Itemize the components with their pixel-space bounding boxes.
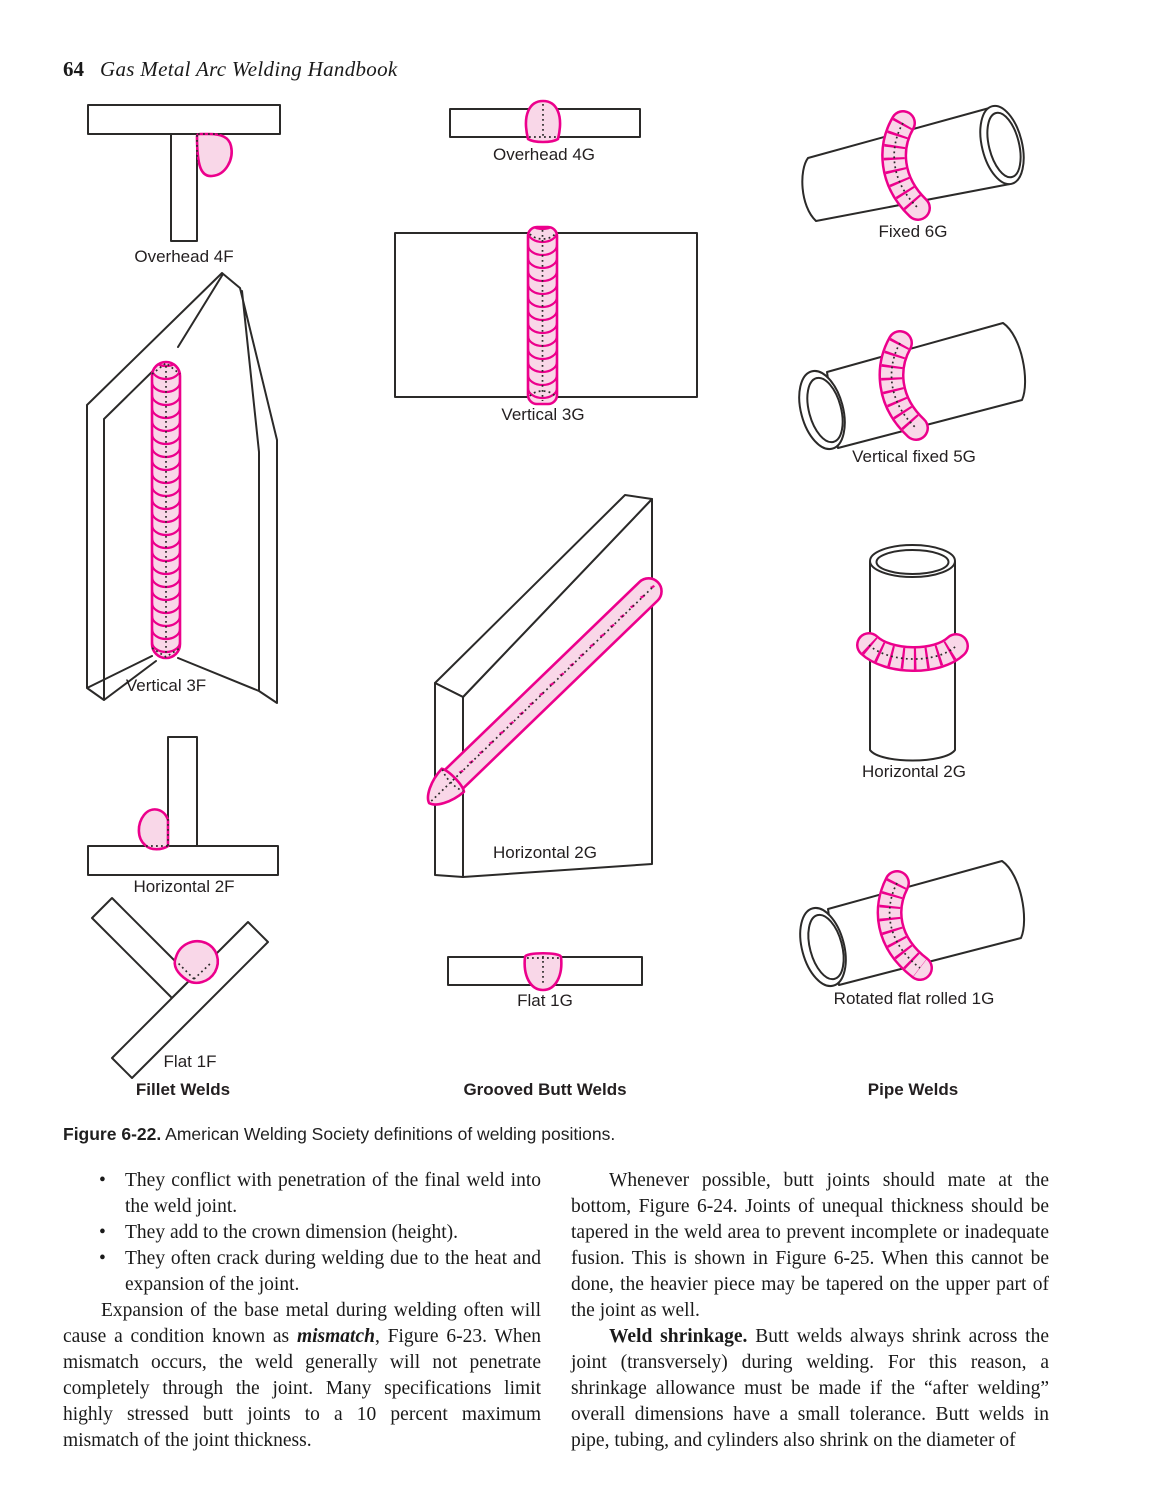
label-overhead-4g: Overhead 4G [492,145,596,164]
bullet-marker: • [99,1170,106,1191]
bullet-item [63,1168,541,1220]
diagram-overhead-4g [450,101,640,142]
column-header-fillet-welds: Fillet Welds [135,1080,231,1099]
diagram-vertical-fixed-5g [791,323,1025,454]
bullet-item [63,1246,541,1298]
body-column-left [63,1168,541,1454]
label-vertical-3f: Vertical 3F [125,676,207,695]
label-flat-1g: Flat 1G [517,991,573,1010]
bullet-marker: • [99,1222,106,1243]
book-title: Gas Metal Arc Welding Handbook [100,57,398,81]
diagram-overhead-4f [88,105,280,241]
label-horizontal-2g-pipe: Horizontal 2G [862,762,966,781]
mismatch-term: mismatch [296,1326,375,1347]
label-horizontal-2g-plate: Horizontal 2G [493,843,597,862]
paragraph-run: , Figure 6-23. When mismatch occurs, the weld generally will not penetrate completely through the joint. Many specifications limit highly stressed butt joints to a 10 percent maximum mismatch of the joint thickness. [63,1326,541,1451]
body-text [63,1168,1049,1454]
label-vertical-fixed-5g: Vertical fixed 5G [852,447,976,466]
weld-shrinkage-term: Weld shrinkage. [609,1326,748,1347]
paragraph-weld-shrinkage [571,1324,1049,1454]
label-horizontal-2f: Horizontal 2F [133,877,235,896]
column-header-pipe-welds: Pipe Welds [867,1080,959,1099]
diagram-rotated-flat-rolled-1g [792,861,1024,991]
body-column-right [571,1168,1049,1454]
bullet-item [63,1220,541,1246]
diagram-flat-1g [448,953,642,990]
diagram-horizontal-2f [88,737,278,875]
diagram-fixed-6g [802,101,1031,221]
diagram-vertical-3f [87,273,277,703]
page-number: 64 [63,57,84,81]
diagram-horizontal-2g-plate [418,495,669,877]
paragraph-mismatch [63,1298,541,1454]
bullet-marker: • [99,1248,106,1269]
paragraph-butt-joints: Whenever possible, butt joints should mate at the bottom, Figure 6-24. Joints of unequal thickness should be tapered in the weld area to prevent incomplete or inadequate fusion. This is shown in Figure 6-25. When this cannot be done, the heavier piece may be tapered on the upper part of the joint as well. [571,1170,1049,1321]
bullet-text: They conflict with penetration of the final weld into the weld joint. [125,1170,541,1217]
bullet-text: They add to the crown dimension (height). [125,1222,459,1243]
bullet-text: They often crack during welding due to the heat and expansion of the joint. [125,1248,541,1295]
column-header-grooved-butt-welds: Grooved Butt Welds [463,1080,627,1099]
figure-caption-text: American Welding Society definitions of welding positions. [165,1124,616,1144]
paragraph-run: Butt welds always shrink across the joint (transversely) during welding. For this reason, a shrinkage allowance must be made if the “after welding” overall dimensions have a small tolerance. Butt welds in pipe, tubing, and cylinders also shrink on the diameter of [571,1326,1049,1451]
label-overhead-4f: Overhead 4F [134,247,234,266]
label-rotated-flat-rolled-1g: Rotated flat rolled 1G [833,989,995,1008]
diagram-horizontal-2g-pipe [869,545,956,761]
figure-caption [63,1124,1053,1145]
label-flat-1f: Flat 1F [163,1052,217,1071]
label-vertical-3g: Vertical 3G [501,405,585,424]
diagram-flat-1f [92,898,268,1078]
diagram-vertical-3g [395,227,697,404]
label-fixed-6g: Fixed 6G [878,222,948,241]
paragraph-run: Expansion of the base metal during welding often will cause a condition known as [63,1300,541,1347]
figure-caption-label: Figure 6-22. [63,1124,162,1144]
